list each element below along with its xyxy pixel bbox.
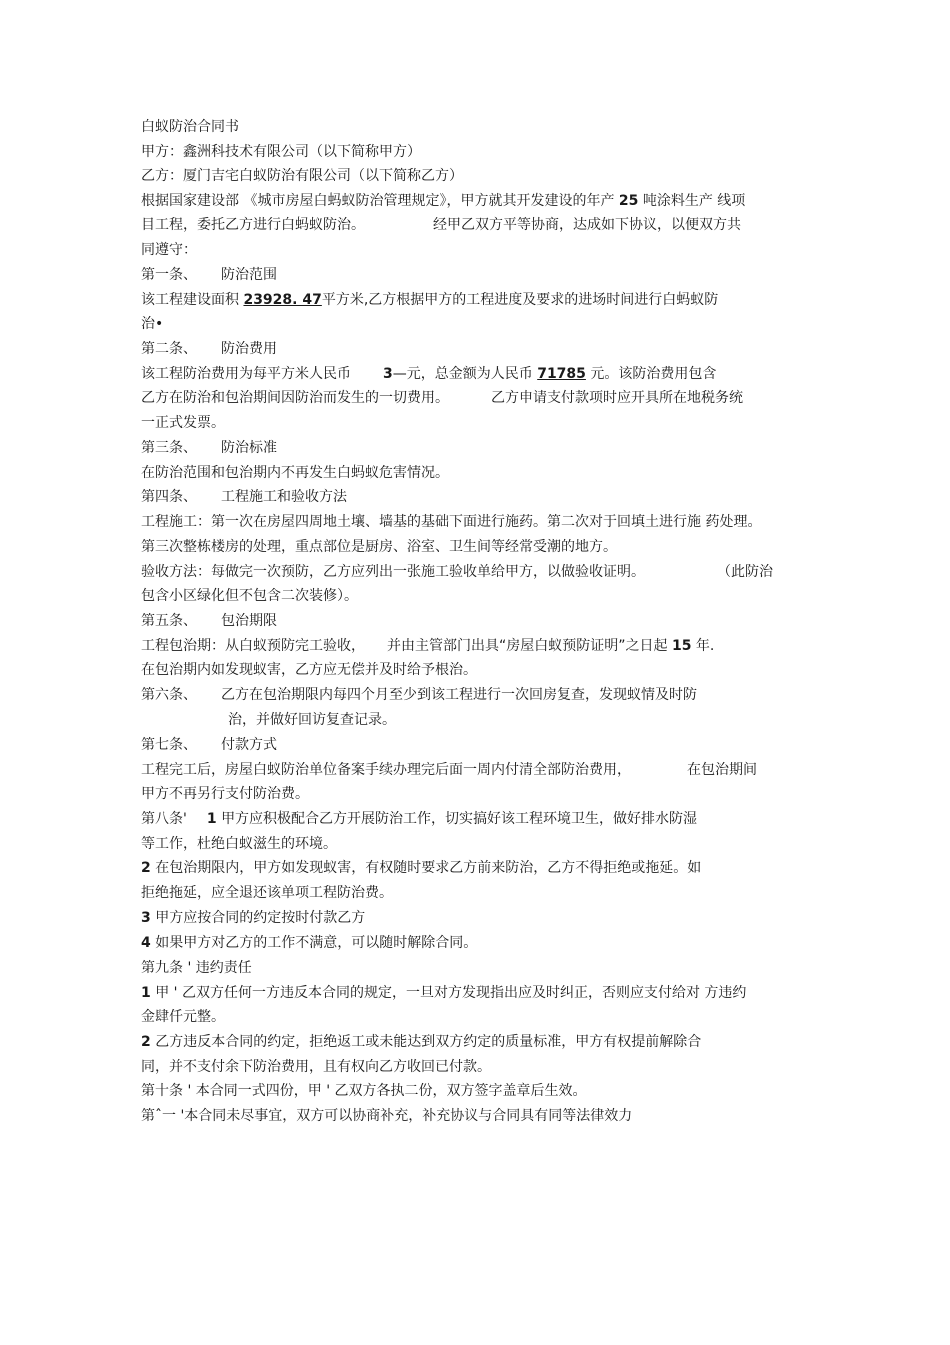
article-8-item-2-line-2: 拒绝拖延，应全退还该单项工程防治费。 — [141, 885, 393, 901]
article-8-item-4: 4 如果甲方对乙方的工作不满意，可以随时解除合同。 — [141, 935, 478, 951]
article-1-line-2: 治• — [141, 316, 164, 332]
article-2-line-1: 该工程防治费用为每平方米人民币 3—元，总金额为人民币 71785 元。该防治费用包含 — [141, 366, 717, 382]
party-a: 甲方：鑫洲科技术有限公司（以下简称甲方） — [141, 144, 421, 160]
article-8-item-3: 3 甲方应按合同的约定按时付款乙方 — [141, 910, 366, 926]
article-7-heading: 第七条、 付款方式 — [141, 737, 277, 753]
article-9-heading: 第九条 ' 违约责任 — [141, 960, 252, 976]
article-8-item-1-line-2: 等工作，杜绝白蚁滋生的环境。 — [141, 836, 337, 852]
article-4-line-4: 包含小区绿化但不包含二次装修）。 — [141, 588, 358, 604]
article-8-item-1-line-1: 第八条' 1 甲方应积极配合乙方开展防治工作，切实搞好该工程环境卫生，做好排水防湿 — [141, 811, 698, 827]
article-5-heading: 第五条、 包治期限 — [141, 613, 277, 629]
article-2-line-3: 一正式发票。 — [141, 415, 225, 431]
article-3-line-1: 在防治范围和包治期内不再发生白蚂蚁危害情况。 — [141, 465, 449, 481]
article-4-line-1: 工程施工：第一次在房屋四周地土壤、墙基的基础下面进行施药。第二次对于回填土进行施 药处理。 — [141, 514, 762, 530]
article-2-line-2: 乙方在防治和包治期间因防治而发生的一切费用。 乙方申请支付款项时应开具所在地税务统 — [141, 390, 743, 406]
article-8-item-2-line-1: 2 在包治期限内，甲方如发现蚁害，有权随时要求乙方前来防治，乙方不得拒绝或拖延。如 — [141, 860, 702, 876]
article-4-line-3: 验收方法：每做完一次预防，乙方应列出一张施工验收单给甲方，以做验收证明。 （此防治 — [141, 564, 773, 580]
article-9-item-2-line-2: 同，并不支付余下防治费用，且有权向乙方收回已付款。 — [141, 1059, 491, 1075]
intro-line-1: 根据国家建设部 《城市房屋白蚂蚁防治管理规定》，甲方就其开发建设的年产 25 吨涂料生产 线项 — [141, 193, 746, 209]
article-11: 第ˆ一 '本合同未尽事宜，双方可以协商补充，补充协议与合同具有同等法律效力 — [141, 1108, 633, 1124]
article-1-line-1: 该工程建设面积 23928. 47平方米,乙方根据甲方的工程进度及要求的进场时间进行白蚂蚁防 — [141, 292, 719, 308]
article-10: 第十条 ' 本合同一式四份，甲 ' 乙双方各执二份，双方签字盖章后生效。 — [141, 1083, 587, 1099]
article-2-heading: 第二条、 防治费用 — [141, 341, 277, 357]
document-title: 白蚁防治合同书 — [141, 119, 239, 135]
article-5-line-2: 在包治期内如发现蚁害，乙方应无偿并及时给予根治。 — [141, 662, 477, 678]
article-9-item-1-line-2: 金肆仟元整。 — [141, 1009, 225, 1025]
party-b: 乙方：厦门吉宅白蚁防治有限公司（以下简称乙方） — [141, 168, 463, 184]
article-9-item-1-line-1: 1 甲 ' 乙双方任何一方违反本合同的规定，一旦对方发现指出应及时纠正，否则应支付给对 方违约 — [141, 985, 747, 1001]
article-6-line-1: 第六条、 乙方在包治期限内每四个月至少到该工程进行一次回房复查，发现蚁情及时防 — [141, 687, 697, 703]
article-7-line-1: 工程完工后，房屋白蚁防治单位备案手续办理完后面一周内付清全部防治费用， 在包治期间 — [141, 762, 757, 778]
article-6-line-2: 治，并做好回访复查记录。 — [228, 712, 396, 728]
article-7-line-2: 甲方不再另行支付防治费。 — [141, 786, 309, 802]
article-3-heading: 第三条、 防治标准 — [141, 440, 277, 456]
article-4-line-2: 第三次整栋楼房的处理，重点部位是厨房、浴室、卫生间等经常受潮的地方。 — [141, 539, 617, 555]
article-9-item-2-line-1: 2 乙方违反本合同的约定，拒绝返工或未能达到双方约定的质量标准，甲方有权提前解除合 — [141, 1034, 702, 1050]
article-5-line-1: 工程包治期：从白蚁预防完工验收， 并由主管部门出具“房屋白蚁预防证明”之日起 15 年. — [141, 638, 715, 654]
intro-line-2: 目工程，委托乙方进行白蚂蚁防治。 经甲乙双方平等协商，达成如下协议，以便双方共 — [141, 217, 741, 233]
intro-line-3: 同遵守： — [141, 242, 197, 258]
article-4-heading: 第四条、 工程施工和验收方法 — [141, 489, 347, 505]
article-1-heading: 第一条、 防治范围 — [141, 267, 277, 283]
